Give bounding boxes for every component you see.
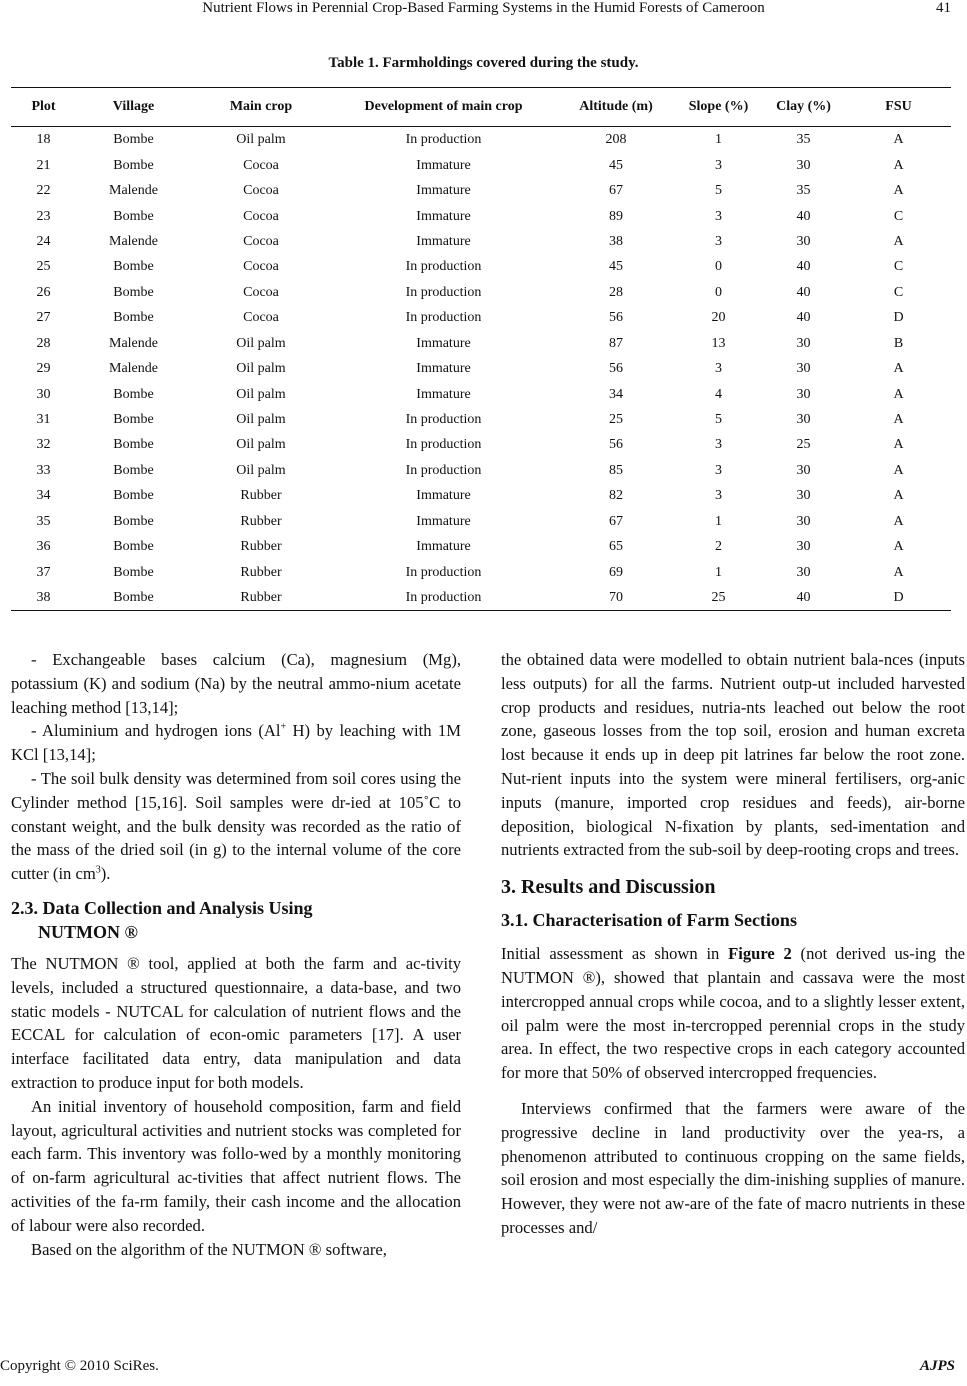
table-cell: 18 — [36, 132, 51, 148]
heading-line: NUTMON ® — [38, 921, 138, 942]
table-cell: Oil palm — [236, 132, 286, 148]
column-header-plot: Plot — [11, 88, 76, 127]
table-row — [11, 203, 951, 228]
table-cell: Bombe — [113, 310, 154, 326]
table-cell: B — [893, 335, 904, 351]
farmholdings-table — [11, 87, 951, 611]
table-cell: Cocoa — [243, 284, 279, 300]
running-title: Nutrient Flows in Perennial Crop-Based Farming Systems in the Humid Forests of Cameroon — [202, 0, 765, 16]
table-cell: In production — [405, 284, 482, 300]
section-heading-2-3 — [11, 896, 461, 944]
table-cell: Bombe — [76, 585, 191, 611]
table-cell: 35 — [796, 183, 811, 199]
table-cell: Bombe — [113, 488, 154, 504]
text-span: H) by leaching with 1M KCl [13,14]; — [11, 721, 461, 765]
table-row — [11, 356, 951, 381]
table-row — [11, 407, 951, 432]
table-cell: Malende — [109, 335, 158, 351]
paragraph-aluminium — [11, 719, 461, 767]
table-cell: 3 — [715, 233, 722, 249]
table-cell: A — [893, 183, 904, 199]
table-cell: Oil palm — [236, 412, 286, 428]
table-cell: Cocoa — [243, 208, 279, 224]
table-cell: 3 — [715, 437, 722, 453]
table-cell: D — [893, 310, 904, 326]
table-cell: Oil palm — [236, 462, 286, 478]
table-cell: A — [893, 361, 904, 377]
table-cell: Cocoa — [243, 157, 279, 173]
table-cell: 32 — [36, 437, 51, 453]
table-cell: 56 — [609, 437, 623, 453]
table-cell: C — [893, 208, 904, 224]
table-cell: A — [893, 157, 904, 173]
table-cell: Bombe — [113, 132, 154, 148]
table-cell: Immature — [416, 335, 471, 351]
table-cell: 35 — [796, 132, 811, 148]
table-cell: 3 — [715, 462, 722, 478]
right-column — [501, 648, 965, 1240]
table-cell: 3 — [715, 361, 722, 377]
table-cell: 28 — [609, 284, 623, 300]
copyright-text: Copyright © 2010 SciRes. — [0, 1358, 159, 1374]
table-cell: 82 — [609, 488, 623, 504]
table-cell: 30 — [796, 157, 811, 173]
column-header-altitude: Altitude (m) — [556, 88, 676, 127]
table-cell: 40 — [796, 259, 811, 275]
table-cell: 28 — [36, 335, 51, 351]
text-span: - The soil bulk density was determined from soil cores using the Cylinder method [15,16]. Soil samples were dr-ied at 105˚C to constant weight, and the bulk density was recorded as the ratio of the mass of the dried soil (in g) to the internal volume of the core cutter (in cm — [11, 768, 461, 884]
table-cell: Oil palm — [236, 386, 286, 402]
table-cell: 30 — [796, 335, 811, 351]
table-cell: 89 — [609, 208, 623, 224]
table-cell: 25 — [796, 437, 811, 453]
table-cell: 3 — [715, 488, 722, 504]
paragraph-nutrient-balances: the obtained data were modelled to obtain nutrient bala-nces (inputs less outputs) for all the farms. Nutrient outp-ut included harvested crop products and residues, nutria-nts leached out below the root zone, gaseous losses from the top soil, erosion and human excreta lost because it ends up in deep pit latrines far below the root zone. Nut-rient inputs into the system were mineral fertilisers, org-anic inputs (manure, imported crop residues and feeds), air-borne deposition, biological N-fixation by plants, sed-imentation and nutrients extracted from the sub-soil by deep-rooting crops and trees. — [501, 650, 965, 860]
table-cell: 45 — [609, 157, 623, 173]
figure-reference: Figure 2 — [728, 944, 792, 964]
table-cell: 22 — [36, 183, 51, 199]
section-heading-3-1: 3.1. Characterisation of Farm Sections — [501, 910, 797, 931]
table-cell: Immature — [416, 386, 471, 402]
table-cell: 3 — [715, 208, 722, 224]
table-cell: In production — [405, 132, 482, 148]
table-cell: A — [893, 132, 904, 148]
table-cell: 1 — [715, 564, 722, 580]
table-cell: Immature — [416, 513, 471, 529]
table-row — [11, 559, 951, 584]
table-cell: Immature — [416, 488, 471, 504]
table-row — [11, 254, 951, 279]
table-cell: 37 — [36, 564, 51, 580]
table-row — [11, 509, 951, 534]
table-cell: 85 — [609, 462, 623, 478]
column-header-slope: Slope (%) — [676, 88, 761, 127]
table-cell: Cocoa — [243, 183, 279, 199]
table-cell: Immature — [416, 208, 471, 224]
paragraph-initial-assessment — [501, 942, 965, 1085]
text-span: - Aluminium and hydrogen ions (Al — [31, 721, 281, 741]
table-cell: 25 — [609, 412, 623, 428]
table-row — [11, 127, 951, 153]
table-cell: 34 — [609, 386, 623, 402]
table-cell: 24 — [36, 233, 51, 249]
table-cell: Oil palm — [236, 335, 286, 351]
table-cell: 21 — [36, 157, 51, 173]
left-column — [11, 648, 461, 1261]
paragraph-nutmon-tool: The NUTMON ® tool, applied at both the farm and ac-tivity levels, included a structured questionnaire, a data-base, and two static models - NUTCAL for calculation of nutrient flows and the ECCAL for calculation of econ-omic parameters [17]. A user interface facilitated data entry, data manipulation and data extraction to produce input for both models. — [11, 953, 461, 1092]
table-cell: C — [893, 259, 904, 275]
paragraph-exchangeable-bases: - Exchangeable bases calcium (Ca), magnesium (Mg), potassium (K) and sodium (Na) by the neutral ammo-nium acetate leaching method [13,14]; — [11, 650, 461, 717]
table-cell: In production — [405, 564, 482, 580]
table-cell: 38 — [609, 233, 623, 249]
table-cell: Immature — [416, 157, 471, 173]
table-cell: Bombe — [113, 157, 154, 173]
table-cell: 4 — [715, 386, 722, 402]
table-cell: Cocoa — [243, 310, 279, 326]
column-header-fsu: FSU — [846, 88, 951, 127]
table-cell: Rubber — [191, 585, 331, 611]
table-cell: Bombe — [113, 386, 154, 402]
table-row — [11, 534, 951, 559]
table-cell: Malende — [109, 233, 158, 249]
table-cell: 40 — [796, 284, 811, 300]
table-cell: Bombe — [113, 539, 154, 555]
table-row — [11, 458, 951, 483]
table-cell: Malende — [109, 361, 158, 377]
table-cell: Immature — [416, 183, 471, 199]
table-cell: A — [893, 233, 904, 249]
table-cell: 0 — [715, 259, 722, 275]
table-cell: 30 — [796, 361, 811, 377]
table-cell: A — [893, 539, 904, 555]
table-cell: Immature — [416, 361, 471, 377]
table-cell: 34 — [36, 488, 51, 504]
table-cell: 30 — [796, 412, 811, 428]
table-header-row — [11, 88, 951, 127]
table-cell: 35 — [36, 513, 51, 529]
table-cell: 23 — [36, 208, 51, 224]
table-cell: A — [893, 564, 904, 580]
table-cell: Rubber — [240, 488, 282, 504]
table-cell: 40 — [796, 310, 811, 326]
table-cell: Malende — [109, 183, 158, 199]
paragraph-algorithm: Based on the algorithm of the NUTMON ® software, — [31, 1239, 387, 1259]
table-cell: Cocoa — [243, 233, 279, 249]
table-row — [11, 280, 951, 305]
table-cell: In production — [405, 437, 482, 453]
table-cell: 1 — [715, 513, 722, 529]
table-cell: Bombe — [113, 259, 154, 275]
table-cell: 0 — [715, 284, 722, 300]
table-cell: 70 — [556, 585, 676, 611]
table-cell: 38 — [11, 585, 76, 611]
table-cell: 29 — [36, 361, 51, 377]
table-cell: 30 — [796, 539, 811, 555]
table-cell: 56 — [609, 361, 623, 377]
table-cell: 1 — [715, 132, 722, 148]
table-cell: 67 — [609, 513, 623, 529]
table-row — [11, 381, 951, 406]
paragraph-inventory: An initial inventory of household composition, farm and field layout, agricultural activities and nutrient stocks was completed for each farm. This inventory was follo-wed by a monthly monitoring of on-farm agricultural ac-tivities that affect nutrient flows. The activities of the fa-rm family, their cash income and the allocation of labour were also recorded. — [11, 1096, 461, 1235]
table-cell: Bombe — [113, 462, 154, 478]
table-cell: 20 — [711, 310, 726, 326]
table-cell: Immature — [416, 233, 471, 249]
journal-name: AJPS — [919, 1358, 955, 1374]
table-row — [11, 331, 951, 356]
table-cell: A — [893, 488, 904, 504]
table-cell: In production — [405, 462, 482, 478]
table-cell: Cocoa — [243, 259, 279, 275]
table-cell: 27 — [36, 310, 51, 326]
table-cell: 40 — [796, 208, 811, 224]
table-cell: 2 — [715, 539, 722, 555]
table-cell: 56 — [609, 310, 623, 326]
table-cell: Bombe — [113, 437, 154, 453]
table-cell: 65 — [609, 539, 623, 555]
table-row — [11, 152, 951, 177]
page-footer — [0, 1358, 967, 1380]
table-row — [11, 305, 951, 330]
superscript: + — [280, 721, 287, 733]
table-cell: Rubber — [240, 539, 282, 555]
table-cell: Bombe — [113, 412, 154, 428]
table-row — [11, 483, 951, 508]
text-span: Initial assessment as shown in — [501, 944, 729, 964]
table-cell: 33 — [36, 462, 51, 478]
table-cell: Bombe — [113, 284, 154, 300]
table-cell: Bombe — [113, 513, 154, 529]
table-cell: 26 — [36, 284, 51, 300]
table-cell: Bombe — [113, 208, 154, 224]
table-cell: D — [846, 585, 951, 611]
table-cell: 69 — [609, 564, 623, 580]
table-cell: Oil palm — [236, 437, 286, 453]
table-cell: 87 — [609, 335, 623, 351]
table-cell: 30 — [36, 386, 51, 402]
table-cell: A — [893, 412, 904, 428]
page-header — [0, 0, 967, 22]
superscript: 3 — [95, 864, 101, 876]
table-row — [11, 585, 951, 611]
table-cell: C — [893, 284, 904, 300]
column-header-main-crop: Main crop — [191, 88, 331, 127]
table-cell: In production — [405, 310, 482, 326]
table-cell: 5 — [715, 412, 722, 428]
table-cell: 67 — [609, 183, 623, 199]
table-cell: 30 — [796, 488, 811, 504]
table-cell: 208 — [605, 132, 627, 148]
column-header-clay: Clay (%) — [761, 88, 846, 127]
table-cell: 30 — [796, 386, 811, 402]
table-cell: 45 — [609, 259, 623, 275]
table-cell: 30 — [796, 462, 811, 478]
table-caption: Table 1. Farmholdings covered during the study. — [328, 55, 639, 71]
heading-line: 2.3. Data Collection and Analysis Using — [11, 897, 313, 918]
table-cell: A — [893, 462, 904, 478]
table-cell: In production — [405, 259, 482, 275]
column-header-development: Development of main crop — [331, 88, 556, 127]
table-cell: Rubber — [240, 513, 282, 529]
table-cell: Bombe — [113, 564, 154, 580]
table-cell: 25 — [36, 259, 51, 275]
table-cell: A — [893, 386, 904, 402]
table-row — [11, 432, 951, 457]
table-cell: 5 — [715, 183, 722, 199]
table-cell: 30 — [796, 564, 811, 580]
column-header-village: Village — [76, 88, 191, 127]
section-heading-3: 3. Results and Discussion — [501, 876, 716, 899]
table-cell: Immature — [416, 539, 471, 555]
table-row — [11, 229, 951, 254]
table-cell: 30 — [796, 513, 811, 529]
table-cell: 13 — [711, 335, 726, 351]
table-cell: Rubber — [240, 564, 282, 580]
page-number: 41 — [936, 0, 951, 16]
table-cell: A — [893, 513, 904, 529]
table-cell: 3 — [715, 157, 722, 173]
table-cell: 31 — [36, 412, 51, 428]
table-cell: In production — [331, 585, 556, 611]
paragraph-interviews: Interviews confirmed that the farmers were aware of the progressive decline in land productivity over the yea-rs, a phenomenon attributed to continuous cropping on the same fields, soil erosion and most especially the dim-inishing supplies of manure. However, they were not aw-are of the fate of macro nutrients in these processes and/ — [501, 1098, 965, 1237]
table-cell: 40 — [761, 585, 846, 611]
table-cell: A — [893, 437, 904, 453]
table-cell: In production — [405, 412, 482, 428]
table-cell: 36 — [36, 539, 51, 555]
table-cell: 25 — [676, 585, 761, 611]
text-span: (not derived us-ing the NUTMON ®), showed that plantain and cassava were the most intercropped annual crops while cocoa, and to a slightly lesser extent, oil palm were the most in-tercropped perennial crops in the study area. In effect, the two respective crops in each category accounted for more that 50% of observed intercropped frequencies. — [501, 944, 965, 1083]
paragraph-bulk-density — [11, 767, 461, 886]
text-span: ). — [100, 864, 111, 884]
table-row — [11, 178, 951, 203]
table-cell: Oil palm — [236, 361, 286, 377]
table-cell: 30 — [796, 233, 811, 249]
